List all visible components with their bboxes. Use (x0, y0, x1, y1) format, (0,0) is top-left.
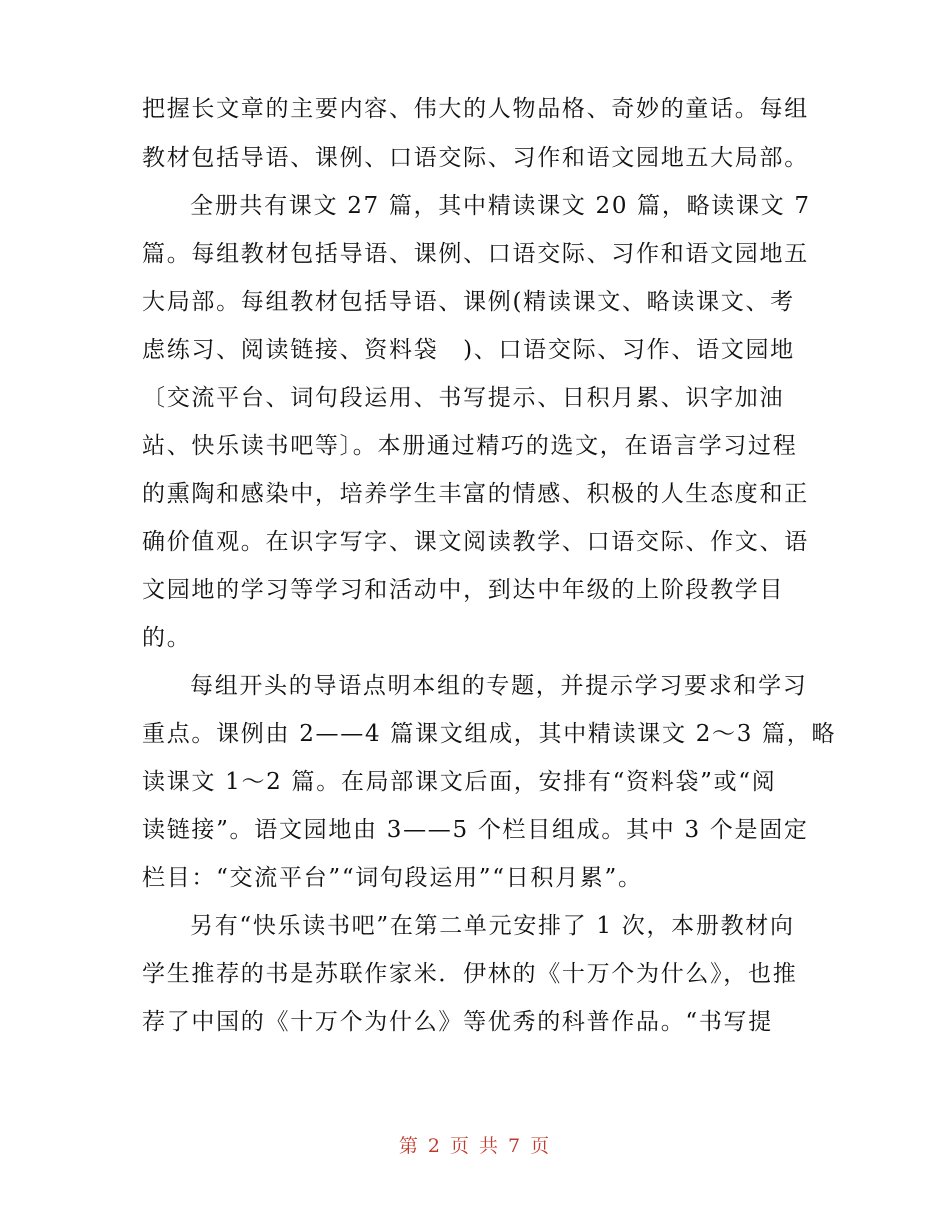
text-line: 文园地的学习等学习和活动中，到达中年级的上阶段教学目 (142, 577, 785, 603)
text-line: 另有“快乐读书吧”在第二单元安排了 1 次，本册教材向 (190, 913, 795, 939)
text-line: 读链接”。语文园地由 3——5 个栏目组成。其中 3 个是固定 (142, 817, 809, 843)
text-line: 教材包括导语、课例、口语交际、习作和语文园地五大局部。 (142, 145, 809, 171)
text-line: 的。 (142, 625, 192, 651)
text-line: 每组开头的导语点明本组的专题，并提示学习要求和学习 (190, 673, 808, 699)
text-line: 站、快乐读书吧等〕。本册通过精巧的选文，在语言学习过程 (142, 433, 798, 459)
text-line: 学生推荐的书是苏联作家米．伊林的《十万个为什么》，也推 (142, 961, 798, 987)
text-line: 全册共有课文 27 篇，其中精读课文 20 篇，略读课文 7 (190, 193, 811, 219)
page-number-footer: 第 2 页 共 7 页 (398, 1135, 552, 1157)
text-line: 读课文 1～2 篇。在局部课文后面，安排有“资料袋”或“阅 (142, 769, 777, 795)
text-line: 虑练习、阅读链接、资料袋 )、口语交际、习作、语文园地 (142, 337, 795, 363)
text-line: 重点。课例由 2——4 篇课文组成，其中精读课文 2～3 篇，略 (142, 721, 837, 747)
text-line: 把握长文章的主要内容、伟大的人物品格、奇妙的童话。每组 (142, 96, 809, 122)
text-line: 大局部。每组教材包括导语、课例(精读课文、略读课文、考 (142, 289, 795, 315)
text-line: 的熏陶和感染中，培养学生丰富的情感、积极的人生态度和正 (142, 481, 809, 507)
text-line: 栏目：“交流平台”“词句段运用”“日积月累”。 (142, 865, 643, 891)
text-line: 篇。每组教材包括导语、课例、口语交际、习作和语文园地五 (142, 241, 809, 267)
text-line: 〔交流平台、词句段运用、书写提示、日积月累、识字加油 (142, 385, 785, 411)
text-line: 确价值观。在识字写字、课文阅读教学、口语交际、作文、语 (142, 529, 809, 555)
text-line: 荐了中国的《十万个为什么》等优秀的科普作品。“书写提 (142, 1009, 773, 1035)
